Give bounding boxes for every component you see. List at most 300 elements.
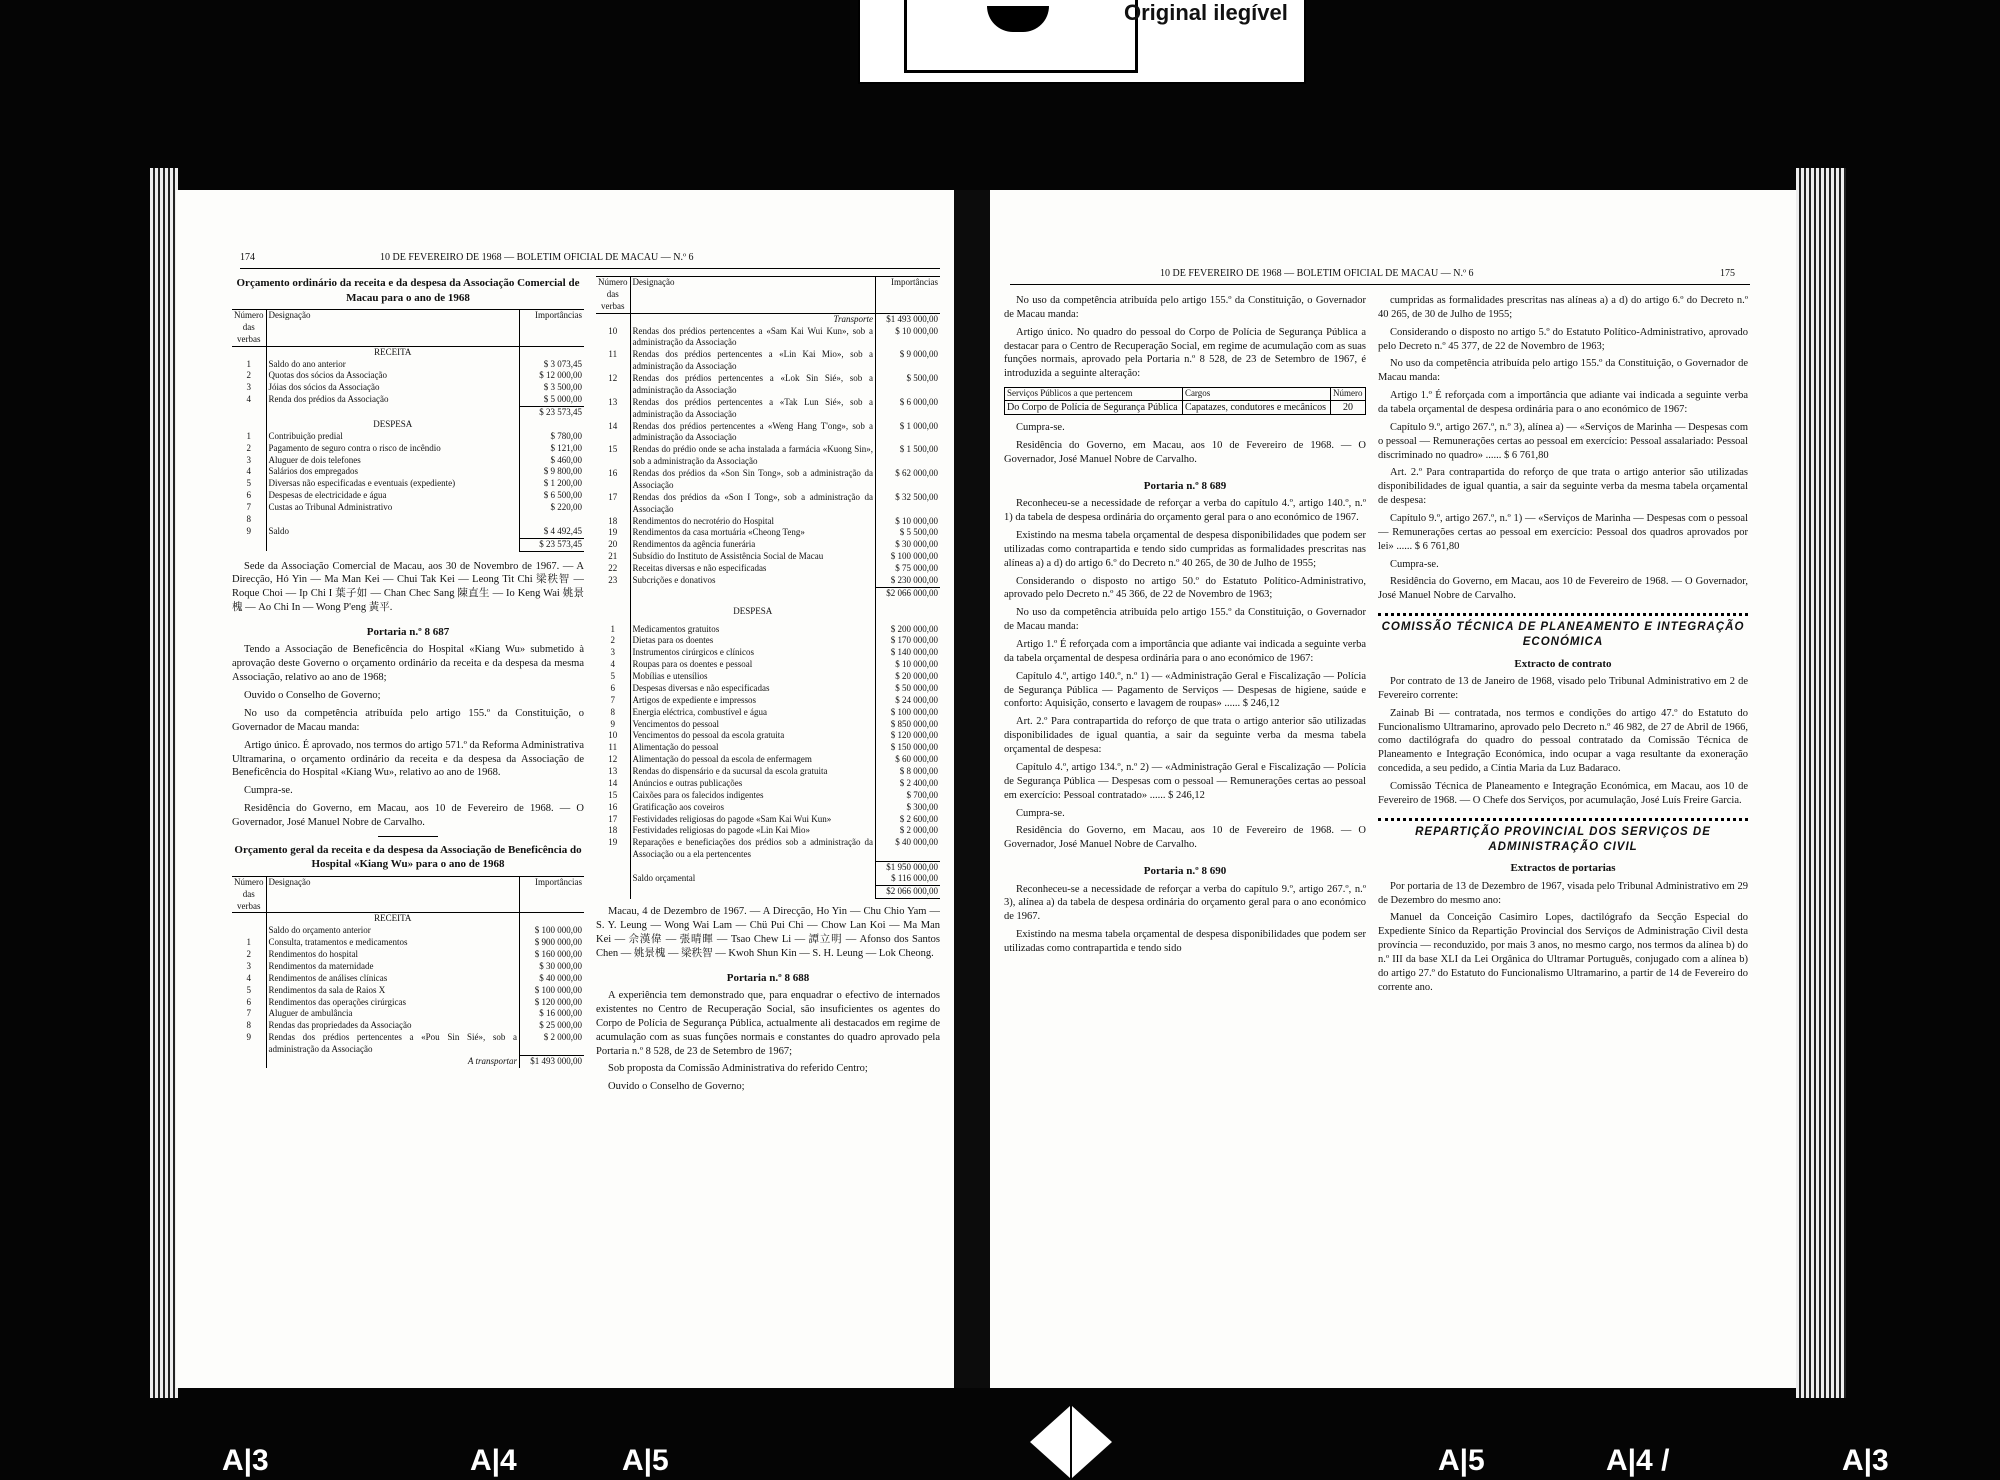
table-row (596, 635, 940, 647)
paragraph: Cumpra-se. (1016, 807, 1065, 819)
row-designation: Renda dos prédios da Associação (266, 394, 520, 406)
row-designation: Rendas dos prédios pertencentes a «Weng Hang T'ong», sob a administração da Associação (630, 421, 876, 445)
section-label: DESPESA (630, 600, 876, 624)
archive-mark: A|3 (1842, 1444, 1889, 1477)
paragraph: Reconheceu-se a necessidade de reforçar a verba do capítulo 9.º, artigo 267.º, n.º 3), alínea a) da tabela de despesa ordinária do orçamento geral para o ano económico de 1967. (1004, 883, 1366, 923)
table-row (596, 707, 940, 719)
row-designation: Quotas dos sócios da Associação (266, 370, 520, 382)
paragraph-group (1004, 421, 1366, 467)
row-designation: Saldo (266, 526, 520, 538)
row-amount: $ 160 000,00 (520, 949, 585, 961)
row-number: 3 (246, 960, 251, 971)
row-amount: $ 30 000,00 (876, 539, 941, 551)
row-number: 3 (246, 454, 251, 465)
row-designation: Rendimentos da maternidade (266, 961, 520, 973)
row-designation: Rendas dos prédios pertencentes a «Pou Sin Sié», sob a administração da Associação (266, 1032, 520, 1056)
row-amount: $ 100 000,00 (876, 551, 941, 563)
col-header-designation: Designação (630, 277, 876, 314)
paragraph-group (596, 989, 940, 1094)
row-number: 4 (246, 466, 251, 477)
left-column-2 (596, 276, 940, 1366)
row-designation: Custas ao Tribunal Administrativo (266, 502, 520, 514)
table-row (232, 359, 584, 371)
row-designation: Subsídio do Instituto de Assistência Social de Macau (630, 551, 876, 563)
row-amount: $ 780,00 (520, 431, 585, 443)
row-number: 6 (610, 682, 615, 693)
paragraph: Residência do Governo, em Macau, aos 10 de Fevereiro de 1968. — O Governador, José Manuel Nobre de Carvalho. (1004, 440, 1366, 465)
row-number: 10 (608, 730, 618, 741)
row-amount: $ 460,00 (520, 455, 585, 467)
paragraph-group (1004, 294, 1366, 381)
table-row (596, 695, 940, 707)
paragraph: Tendo a Associação de Beneficência do Hospital «Kiang Wu» submetido à aprovação deste Governo o orçamento ordinário da receita e da despesa da mesma Associação, relativo ao ano de 1968; (232, 644, 584, 684)
col-header-amount: Importâncias (520, 310, 585, 347)
portaria-title: Portaria n.º 8 687 (366, 625, 450, 638)
row-designation: Rendas dos prédios da «Son Sin Tong», sob a administração da Associação (630, 468, 876, 492)
row-amount: $ 10 000,00 (876, 326, 941, 350)
row-designation: Subcrições e donativos (630, 575, 876, 587)
section-label: DESPESA (266, 419, 520, 431)
paragraph: Zainab Bi — contratada, nos termos e condições do artigo 47.º do Estatuto do Funcionalismo Ultramarino, aprovado pelo Decreto n.º 46 982, de 27 de Abril de 1966, como dactilógrafa do quadro do pessoal contratado da Comissão Técnica de Planeamento e Integração Económica, indo ocupar a vaga resultante da exoneração concedida, a seu pedido, a Cíntia Maria da Luz Badaraco. (1378, 707, 1748, 775)
row-number: 20 (608, 539, 618, 550)
row-designation: Saldo do orçamento anterior (266, 925, 520, 937)
row-designation: Instrumentos cirúrgicos e clínicos (630, 647, 876, 659)
table-row (596, 719, 940, 731)
row-amount: $ 16 000,00 (520, 1008, 585, 1020)
archive-mark: A|3 (222, 1444, 269, 1477)
row-designation: Vencimentos do pessoal da escola gratuita (630, 730, 876, 742)
paragraph: Residência do Governo, em Macau, aos 10 de Fevereiro de 1968. — O Governador, José Manuel Nobre de Carvalho. (232, 803, 584, 828)
row-number: 3 (610, 647, 615, 658)
row-designation: Gratificação aos coveiros (630, 802, 876, 814)
table-row (232, 997, 584, 1009)
row-amount: $ 25 000,00 (520, 1020, 585, 1032)
table-row (596, 659, 940, 671)
table-row (232, 973, 584, 985)
paragraph: No uso da competência atribuída pelo artigo 155.º da Constituição, o Governador de Macau manda: (1004, 607, 1366, 633)
table-row (596, 397, 940, 421)
paragraph: Capítulo 4.º, artigo 134.º, n.º 2) — «Administração Geral e Fiscalização — Polícia de Segurança Pública — Despesas com o pessoal — Remunerações certas ao pessoal em exercício: Pessoal contratado» ...... $ 246,12 (1004, 761, 1366, 801)
row-designation: Rendas dos prédios pertencentes a «Tak Lun Sié», sob a administração da Associação (630, 397, 876, 421)
archive-stamp (858, 0, 1306, 84)
col-header-designation: Designação (266, 310, 520, 347)
row-designation: Reparações e beneficiações dos prédios sob a administração da Associação ou a ela pertencentes (630, 837, 876, 861)
row-amount: $ 500,00 (876, 373, 941, 397)
right-column-2 (1378, 294, 1748, 1374)
row-amount: $ 2 000,00 (876, 825, 941, 837)
row-amount: $ 120 000,00 (520, 997, 585, 1009)
paragraph: Ouvido o Conselho de Governo; (244, 690, 381, 702)
row-amount: $ 10 000,00 (876, 516, 941, 528)
table-row (232, 925, 584, 937)
page-number: 175 (1720, 268, 1735, 279)
section-label: RECEITA (266, 346, 520, 358)
row-designation: Vencimentos do pessoal (630, 719, 876, 731)
archive-mark: A|4 (470, 1444, 517, 1477)
row-amount: $ 230 000,00 (876, 575, 941, 587)
row-number: 22 (608, 563, 618, 573)
row-number: 9 (246, 525, 251, 536)
left-page-edge (150, 168, 178, 1398)
total-value: $ 23 573,45 (520, 538, 585, 551)
paragraph-group (1378, 294, 1748, 603)
total-value: $ 23 573,45 (520, 407, 585, 419)
row-designation: Rendimentos de análises clínicas (266, 973, 520, 985)
table-row (596, 802, 940, 814)
cell-post: Capatazes, condutores e mecânicos (1182, 401, 1330, 415)
row-designation: Despesas diversas e não especificadas (630, 683, 876, 695)
row-designation: Rendas dos prédios pertencentes a «Lok Sin Sié», sob a administração da Associação (630, 373, 876, 397)
table-row (596, 444, 940, 468)
paragraph-group (1004, 883, 1366, 956)
section-band: REPARTIÇÃO PROVINCIAL DOS SERVIÇOS DE ADMINISTRAÇÃO CIVIL (1378, 818, 1748, 855)
table-row (232, 455, 584, 467)
paragraph: Por contrato de 13 de Janeiro de 1968, visado pelo Tribunal Administrativo em 2 de Fevereiro corrente: (1378, 676, 1748, 701)
paragraph: Artigo único. É aprovado, nos termos do artigo 571.º da Reforma Administrativa Ultramarina, o orçamento ordinário da receita e da despesa da Associação de Beneficência do Hospital «Kiang Wu», relativo ao ano de 1968. (232, 739, 584, 779)
paragraph: Residência do Governo, em Macau, aos 10 de Fevereiro de 1968. — O Governador, José Manuel Nobre de Carvalho. (1004, 825, 1366, 851)
portaria-title: Portaria n.º 8 689 (1143, 479, 1227, 492)
row-designation: Aluguer de dois telefones (266, 455, 520, 467)
right-column-1 (1004, 294, 1366, 1374)
table-row (232, 478, 584, 490)
row-number: 9 (610, 718, 615, 729)
row-number: 14 (608, 420, 618, 431)
row-designation: Aluguer de ambulância (266, 1008, 520, 1020)
table-row (232, 431, 584, 443)
row-amount: $ 120 000,00 (876, 730, 941, 742)
row-designation: Mobílias e utensílios (630, 671, 876, 683)
saldo-label: Saldo orçamental (630, 873, 876, 885)
table-row (596, 468, 940, 492)
paragraph-group (232, 643, 584, 829)
col-header-posts: Cargos (1182, 388, 1330, 401)
row-number: 6 (246, 490, 251, 501)
row-amount: $ 10 000,00 (876, 659, 941, 671)
table-row (232, 502, 584, 514)
left-column-1 (232, 276, 584, 1366)
col-header-services: Serviços Públicos a que pertencem (1005, 388, 1183, 401)
row-number: 1 (246, 430, 251, 441)
section-band: COMISSÃO TÉCNICA DE PLANEAMENTO E INTEGRAÇÃO ECONÓMICA (1378, 613, 1748, 650)
row-number: 15 (608, 789, 618, 800)
row-number: 2 (610, 635, 615, 646)
row-amount: $ 900 000,00 (520, 937, 585, 949)
row-number: 19 (608, 527, 618, 538)
extract-title: Extracto de contrato (1514, 657, 1612, 670)
col-header-count: Número (1331, 388, 1366, 401)
paragraph: Capítulo 9.º, artigo 267.º, n.º 3), alínea a) — «Serviços de Marinha — Despesas com o pessoal — Remunerações certas ao pessoal em exercício: Pessoal assalariado: Pessoal discriminado no quadro» ...... $ 6 761,80 (1378, 421, 1748, 461)
paragraph: Ouvido o Conselho de Governo; (608, 1081, 745, 1093)
signature-paragraph: Sede da Associação Comercial de Macau, aos 30 de Novembro de 1967. — A Direcção, Hó Yin — Ma Man Kei — Chui Tak Kei — Leong Tit Chi 梁秩智 — Roque Choi — Ip Chi I 葉子如 — Chan Chec Sang 陳直生 — Io Keng Wai 姚景槐 — Ao Chi In — Wong P'eng 黃平. (232, 560, 584, 614)
paragraph: Artigo único. No quadro do pessoal do Corpo de Polícia de Segurança Pública a destacar para o Centro de Recuperação Social, em regime de acumulação com as suas funções normais, aprovado pela Portaria n.º 8 528, de 23 de Setembro de 1967, é introduzida a seguinte alteração: (1004, 326, 1366, 380)
row-designation: Receitas diversas e não especificadas (630, 563, 876, 575)
col-header-number: Número das verbas (232, 876, 266, 913)
row-amount: $ 8 000,00 (876, 766, 941, 778)
row-number: 21 (608, 551, 618, 562)
paragraph: Art. 2.º Para contrapartida do reforço de que trata o artigo anterior são utilizadas disponibilidades de igual quantia, a sair da seguinte verba da mesma tabela orçamental de despesa: (1378, 467, 1748, 507)
portaria-title: Portaria n.º 8 688 (726, 971, 810, 984)
row-designation: Rendas dos prédios da «Son I Tong», sob a administração da Associação (630, 492, 876, 516)
row-designation: Festividades religiosas do pagode «Sam Kai Wui Kun» (630, 814, 876, 826)
row-amount: $ 9 000,00 (876, 349, 941, 373)
table-row (596, 671, 940, 683)
row-amount: $ 121,00 (520, 443, 585, 455)
table-row (596, 837, 940, 861)
col-header-designation: Designação (266, 876, 520, 913)
archive-mark: A|5 (622, 1444, 669, 1477)
paragraph: cumpridas as formalidades prescritas nas alíneas a) a d) do artigo 6.º do Decreto n.º 40 265, de 30 de Julho de 1955; (1378, 295, 1748, 320)
row-designation: Jóias dos sócios da Associação (266, 382, 520, 394)
row-designation: Rendas dos prédios pertencentes a «Lin Kai Mio», sob a administração da Associação (630, 349, 876, 373)
paragraph: No uso da competência atribuída pelo artigo 155.º da Constituição, o Governador de Macau manda: (1004, 295, 1366, 320)
row-designation: Rendimentos da casa mortuária «Cheong Teng» (630, 527, 876, 539)
row-amount: $ 3 500,00 (520, 382, 585, 394)
table-row (596, 326, 940, 350)
row-amount: $ 40 000,00 (520, 973, 585, 985)
row-number: 23 (608, 574, 618, 585)
paragraph: Residência do Governo, em Macau, aos 10 de Fevereiro de 1968. — O Governador, José Manuel Nobre de Carvalho. (1378, 576, 1748, 602)
paragraph-group (1378, 880, 1748, 995)
row-amount: $ 32 500,00 (876, 492, 941, 516)
carry-value: $1 493 000,00 (876, 313, 941, 325)
row-amount: $ 170 000,00 (876, 635, 941, 647)
table-row (596, 778, 940, 790)
total-value: $2 066 000,00 (876, 886, 941, 899)
row-designation: Rendimentos da sala de Raios X (266, 985, 520, 997)
row-designation: Caixões para os falecidos indigentes (630, 790, 876, 802)
table-row (596, 624, 940, 636)
paragraph: Artigo 1.º É reforçada com a importância que adiante vai indicada a seguinte verba da tabela orçamental de despesa ordinária para o ano económico de 1967: (1004, 639, 1366, 664)
row-number: 11 (608, 349, 618, 360)
table-row (596, 516, 940, 528)
row-number: 13 (608, 396, 618, 407)
extract-title: Extractos de portarias (1510, 862, 1616, 875)
row-designation: Rendimentos do necrotério do Hospital (630, 516, 876, 528)
paragraph: Cumpra-se. (1016, 422, 1065, 434)
row-number: 19 (608, 837, 618, 848)
budget-title: Orçamento ordinário da receita e da despesa da Associação Comercial de Macau para o ano de 1968 (236, 277, 580, 304)
table-row (596, 825, 940, 837)
paragraph: Existindo na mesma tabela orçamental de despesa disponibilidades que podem ser utilizadas como contrapartida e tendo sido (1004, 929, 1366, 955)
row-amount (520, 514, 585, 526)
row-number: 1 (610, 623, 615, 634)
row-number: 4 (246, 394, 251, 405)
row-designation: Rendas do prédio onde se acha instalada a farmácia «Kuong Sin», sob a administração da Associação (630, 444, 876, 468)
row-number: 7 (246, 1008, 251, 1019)
row-number: 16 (608, 468, 618, 478)
row-designation: Rendimentos do hospital (266, 949, 520, 961)
row-amount: $ 50 000,00 (876, 683, 941, 695)
row-number: 5 (246, 984, 251, 995)
table-row (596, 349, 940, 373)
table-row (596, 551, 940, 563)
row-number: 4 (246, 972, 251, 983)
paragraph: Cumpra-se. (244, 785, 293, 797)
table-row (596, 742, 940, 754)
col-header-number: Número das verbas (596, 277, 630, 314)
portaria-title: Portaria n.º 8 690 (1143, 865, 1227, 878)
row-amount: $ 24 000,00 (876, 695, 941, 707)
row-designation: Rendas das propriedades da Associação (266, 1020, 520, 1032)
table-row (232, 514, 584, 526)
row-number: 17 (608, 491, 618, 502)
budget-table-2 (232, 876, 584, 1069)
paragraph: A experiência tem demonstrado que, para enquadrar o efectivo de internados existentes no Centro de Recuperação Social, são insuficientes os agentes do Corpo de Polícia de Segurança Pública, actualmente ali destacados em regime de acumulação com as suas funções normais e constantes do quadro aprovado pela Portaria n.º 8 528, de 23 de Setembro de 1967; (596, 990, 940, 1057)
table-row (232, 961, 584, 973)
book-gutter (954, 190, 990, 1388)
row-amount: $ 2 000,00 (520, 1032, 585, 1056)
right-page-edge (1796, 168, 1846, 1398)
row-designation: Contribuição predial (266, 431, 520, 443)
row-designation: Artigos de expediente e impressos (630, 695, 876, 707)
header-rule (1010, 284, 1750, 285)
row-number: 18 (608, 515, 618, 526)
arrow-right-icon (1072, 1406, 1112, 1478)
row-designation: Festividades religiosas do pagode «Lin Kai Mio» (630, 825, 876, 837)
row-amount: $ 12 000,00 (520, 370, 585, 382)
stamp-legend: Original ilegível (1124, 0, 1288, 25)
carry-label: A transportar (266, 1056, 520, 1068)
table-row (232, 490, 584, 502)
table-row (596, 373, 940, 397)
row-amount: $ 1 500,00 (876, 444, 941, 468)
subtotal-value: $1 950 000,00 (876, 861, 941, 873)
table-row (596, 766, 940, 778)
carry-value: $1 493 000,00 (520, 1056, 585, 1068)
table-row (596, 730, 940, 742)
row-amount: $ 150 000,00 (876, 742, 941, 754)
row-amount: $ 850 000,00 (876, 719, 941, 731)
row-designation: Consulta, tratamentos e medicamentos (266, 937, 520, 949)
table-row (232, 394, 584, 406)
row-designation: Medicamentos gratuitos (630, 624, 876, 636)
table-row (232, 985, 584, 997)
table-row (596, 527, 940, 539)
table-row (596, 492, 940, 516)
table-row (596, 647, 940, 659)
table-row (596, 575, 940, 587)
row-number: 11 (608, 742, 618, 753)
staff-table (1004, 387, 1366, 415)
row-designation: Anúncios e outras publicações (630, 778, 876, 790)
table-row (232, 1008, 584, 1020)
paragraph: No uso da competência atribuída pelo artigo 155.º da Constituição, o Governador de Macau manda: (232, 707, 584, 733)
row-amount: $ 2 600,00 (876, 814, 941, 826)
paragraph: Considerando o disposto no artigo 5.º do Estatuto Político-Administrativo, aprovado pelo Decreto n.º 45 377, de 22 de Novembro de 1963; (1378, 326, 1748, 352)
table-row (232, 949, 584, 961)
archive-marks-strip (0, 1398, 2000, 1480)
separator (378, 836, 438, 837)
row-amount: $ 9 800,00 (520, 466, 585, 478)
row-number: 4 (610, 659, 615, 670)
header-rule (240, 268, 940, 269)
row-amount: $ 1 200,00 (520, 478, 585, 490)
row-amount: $ 140 000,00 (876, 647, 941, 659)
table-row (596, 790, 940, 802)
row-amount: $ 6 500,00 (520, 490, 585, 502)
budget-table-1 (232, 309, 584, 552)
total-value: $2 066 000,00 (876, 587, 941, 599)
right-page (990, 190, 1796, 1388)
budget-title: Orçamento geral da receita e da despesa da Associação de Beneficência do Hospital «Kiang Wu» para o ano de 1968 (234, 843, 582, 871)
paragraph: Cumpra-se. (1390, 558, 1439, 570)
row-number: 17 (608, 813, 618, 824)
row-number: 5 (246, 478, 251, 489)
row-amount: $ 220,00 (520, 502, 585, 514)
row-number: 8 (610, 706, 615, 717)
row-number: 2 (246, 442, 251, 453)
section-label: RECEITA (266, 913, 520, 925)
row-designation: Roupas para os doentes e pessoal (630, 659, 876, 671)
row-number (232, 925, 266, 937)
paragraph: Artigo 1.º É reforçada com a importância que adiante vai indicada a seguinte verba da tabela orçamental de despesa ordinária para o ano económico de 1967: (1378, 390, 1748, 416)
left-page (176, 190, 954, 1388)
row-amount: $ 20 000,00 (876, 671, 941, 683)
table-row (596, 539, 940, 551)
page-number: 174 (240, 252, 255, 263)
row-amount: $ 300,00 (876, 802, 941, 814)
paragraph: Sob proposta da Comissão Administrativa do referido Centro; (608, 1063, 868, 1075)
row-designation: Rendas do dispensário e da sucursal da escola gratuita (630, 766, 876, 778)
row-designation: Dietas para os doentes (630, 635, 876, 647)
archive-logo-icon (904, 0, 1138, 73)
row-designation: Salários dos empregados (266, 466, 520, 478)
table-row (232, 1020, 584, 1032)
row-number: 14 (608, 777, 618, 788)
row-amount: $ 200 000,00 (876, 624, 941, 636)
row-amount: $ 5 500,00 (876, 527, 941, 539)
table-row (232, 526, 584, 538)
paragraph: Art. 2.º Para contrapartida do reforço de que trata o artigo anterior são utilizadas disponibilidades de igual quantia, a sair da seguinte verba da mesma tabela orçamental de despesa: (1004, 716, 1366, 756)
row-amount: $ 1 000,00 (876, 421, 941, 445)
row-number: 12 (608, 754, 618, 765)
arrow-left-icon (1030, 1406, 1070, 1478)
row-designation: Energia eléctrica, combustível e água (630, 707, 876, 719)
row-number: 12 (608, 373, 618, 383)
paragraph: Por portaria de 13 de Dezembro de 1967, visada pelo Tribunal Administrativo em 29 de Dezembro do mesmo ano: (1378, 880, 1748, 906)
row-number: 3 (246, 382, 251, 393)
row-number: 2 (246, 370, 251, 381)
table-header (232, 310, 584, 347)
row-amount: $ 75 000,00 (876, 563, 941, 575)
row-number: 8 (246, 1020, 251, 1031)
paragraph: Capítulo 4.º, artigo 140.º, n.º 1) — «Administração Geral e Fiscalização — Polícia de Segurança Pública — Pagamento de Serviços — Despesas de higiene, saúde e conforto: Aquisição, conserto e lavagem de roupas» ...... $ 246,12 (1004, 670, 1366, 710)
paragraph: Capítulo 9.º, artigo 267.º, n.º 1) — «Serviços de Marinha — Despesas com o pessoal — Remunerações certas ao pessoal em exercício: Pessoal dos quadros aprovados por lei» ...... $ 6 761,80 (1378, 513, 1748, 552)
row-designation: Diversas não especificadas e eventuais (expediente) (266, 478, 520, 490)
row-designation: Rendas dos prédios pertencentes a «Sam Kai Wui Kun», sob a administração da Associação (630, 326, 876, 350)
table-row (232, 1032, 584, 1056)
paragraph: No uso da competência atribuída pelo artigo 155.º da Constituição, o Governador de Macau manda: (1378, 358, 1748, 384)
row-designation: Despesas de electricidade e água (266, 490, 520, 502)
row-designation: Alimentação do pessoal (630, 742, 876, 754)
row-amount: $ 40 000,00 (876, 837, 941, 861)
row-number: 8 (246, 513, 251, 524)
row-number: 13 (608, 766, 618, 776)
archive-mark: A|4 / (1606, 1444, 1670, 1477)
row-amount: $ 100 000,00 (520, 985, 585, 997)
paragraph: Considerando o disposto no artigo 50.º do Estatuto Político-Administrativo, aprovado pelo Decreto n.º 45 366, de 22 de Novembro de 1963; (1004, 575, 1366, 601)
row-amount: $ 62 000,00 (876, 468, 941, 492)
row-designation: Saldo do ano anterior (266, 359, 520, 371)
table-row (596, 563, 940, 575)
col-header-number: Número das verbas (232, 310, 266, 347)
row-amount: $ 3 073,45 (520, 359, 585, 371)
row-amount: $ 700,00 (876, 790, 941, 802)
row-designation: Pagamento de seguro contra o risco de incêndio (266, 443, 520, 455)
row-number: 6 (246, 996, 251, 1007)
table-row (232, 370, 584, 382)
table-row (232, 937, 584, 949)
